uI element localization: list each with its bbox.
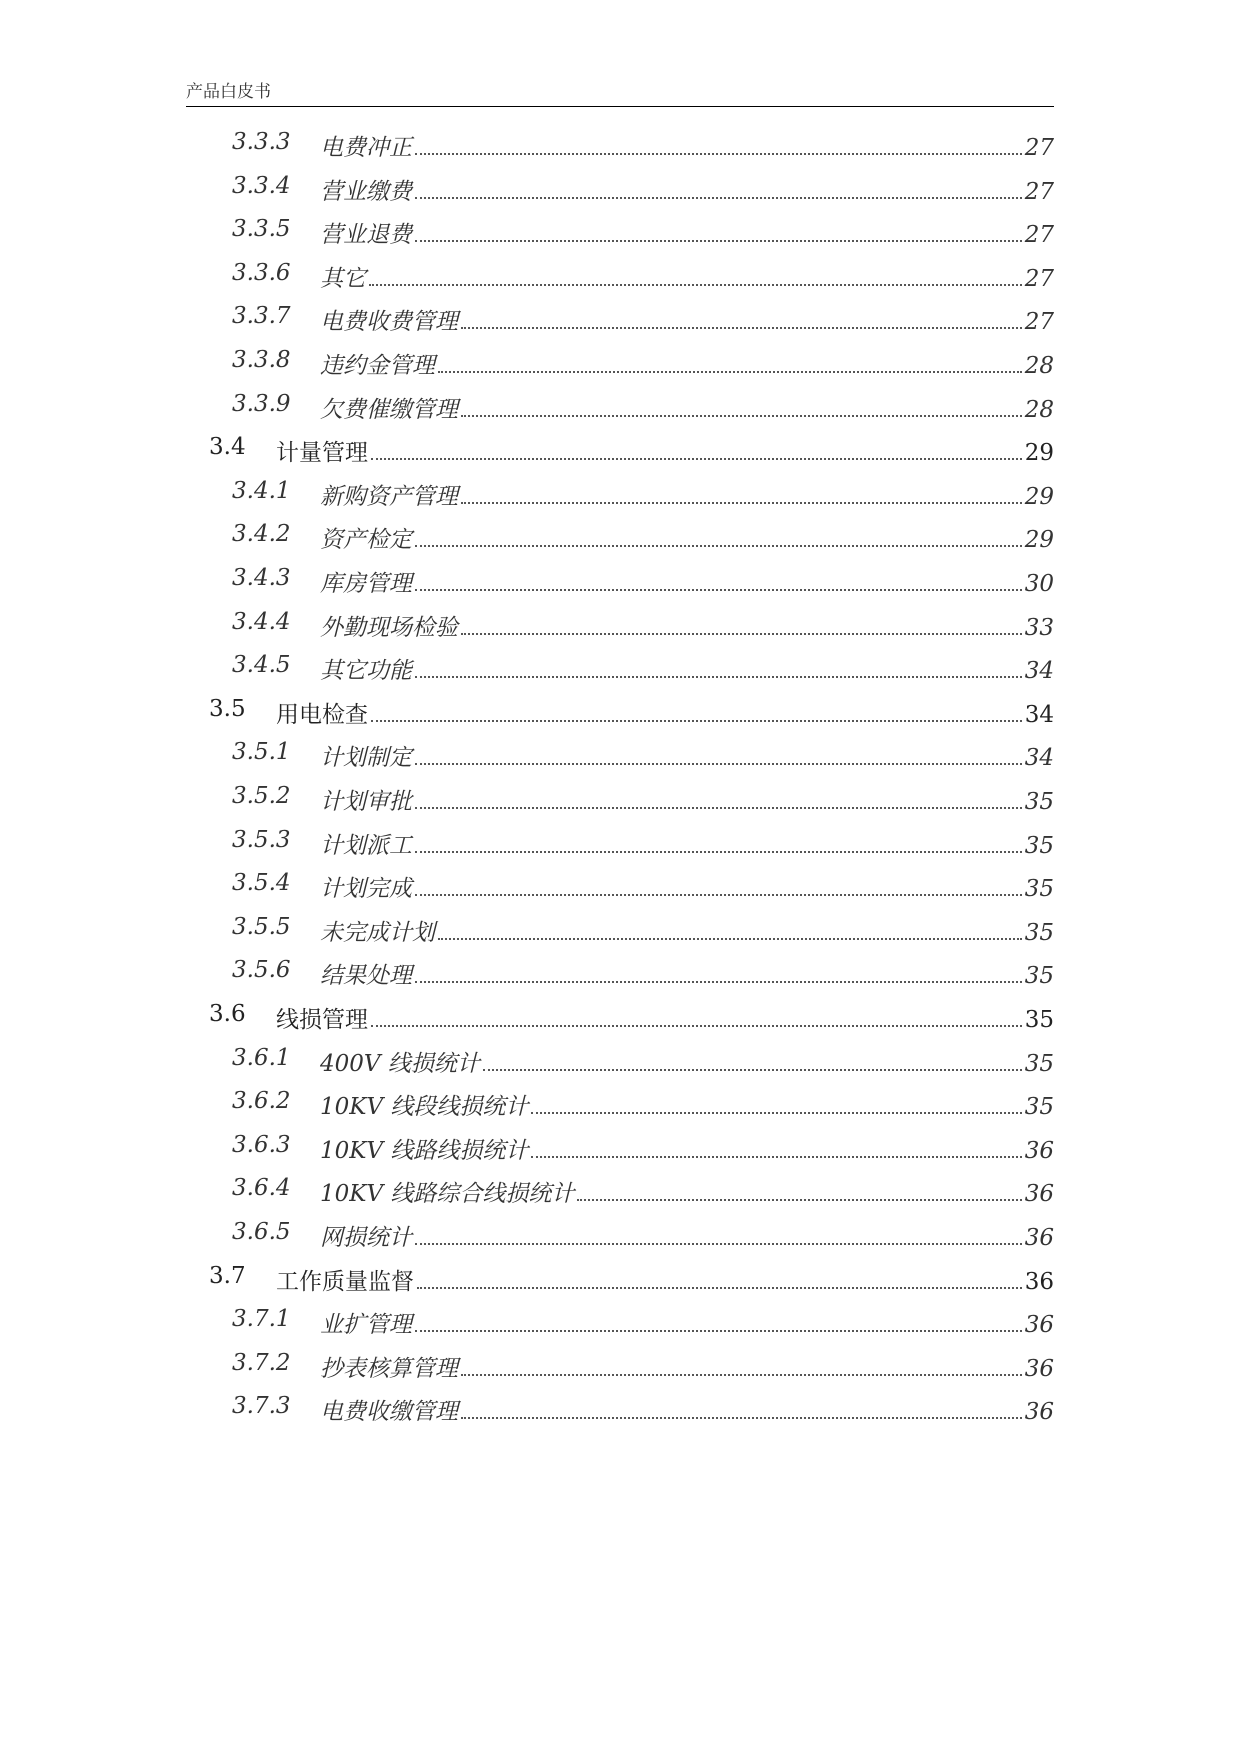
toc-entry-number: 3.3.5 [232, 216, 291, 243]
dot-leader [415, 197, 1022, 199]
toc-entry-number: 3.6.4 [232, 1175, 291, 1202]
toc-entry-title: 违约金管理 [320, 353, 435, 379]
document-title: 产品白皮书 [186, 82, 271, 102]
toc-entry[interactable] [0, 816, 1241, 865]
dot-leader [415, 807, 1022, 809]
toc-entry-line [320, 1045, 1054, 1078]
toc-entry-title: 结果处理 [320, 963, 412, 990]
toc-entry-line [276, 696, 1054, 729]
toc-entry-title: 其它功能 [320, 658, 412, 685]
dot-leader [415, 1330, 1022, 1332]
toc-entry-title: 400V 线损统计 [320, 1050, 480, 1077]
toc-entry[interactable] [0, 1295, 1241, 1344]
toc-entry-page: 35 [1024, 1050, 1054, 1077]
toc-entry-title: 资产检定 [320, 527, 412, 554]
toc-entry-number: 3.4.1 [232, 477, 291, 504]
toc-entry-number: 3.6.2 [232, 1088, 291, 1115]
toc-entry-title: 营业退费 [320, 222, 412, 249]
toc-entry[interactable] [0, 510, 1241, 559]
toc-entry-title: 电费收缴管理 [320, 1399, 458, 1426]
toc-entry[interactable] [0, 249, 1241, 298]
toc-entry-number: 3.5.6 [232, 957, 291, 984]
dot-leader [577, 1199, 1021, 1201]
toc-entry-title: 线损管理 [276, 1007, 368, 1033]
toc-entry[interactable] [0, 1382, 1241, 1431]
toc-entry-page: 36 [1024, 1312, 1054, 1339]
toc-entry-title: 其它 [320, 265, 366, 292]
toc-entry-number: 3.4.3 [232, 565, 291, 591]
toc-entry[interactable] [0, 990, 1241, 1039]
toc-entry[interactable] [0, 380, 1241, 429]
toc-entry-page: 35 [1024, 789, 1054, 815]
toc-entry[interactable] [0, 946, 1241, 995]
toc-entry-title: 业扩管理 [320, 1312, 412, 1339]
toc-entry[interactable] [0, 1034, 1241, 1083]
toc-entry-title: 计划制定 [320, 745, 412, 772]
toc-entry-number: 3.6.5 [232, 1219, 291, 1245]
dot-leader [369, 284, 1022, 286]
toc-entry-number: 3.5.5 [232, 913, 291, 940]
toc-entry[interactable] [0, 554, 1241, 603]
toc-entry-title: 用电检查 [276, 701, 368, 728]
toc-entry-page: 34 [1024, 658, 1054, 685]
toc-entry-page: 36 [1024, 1225, 1054, 1251]
toc-entry-line [320, 129, 1054, 162]
toc-entry[interactable] [0, 162, 1241, 211]
dot-leader [438, 371, 1022, 373]
toc-entry-page: 28 [1024, 396, 1054, 423]
dot-leader [438, 938, 1022, 940]
toc-entry-line [320, 391, 1054, 424]
toc-entry-line [320, 303, 1054, 336]
toc-entry-title: 10KV 线路综合线损统计 [320, 1181, 575, 1208]
toc-entry-number: 3.7.1 [232, 1306, 291, 1333]
toc-entry-number: 3.3.7 [232, 303, 291, 330]
toc-entry-page: 33 [1024, 614, 1054, 641]
toc-entry-line [320, 1350, 1054, 1383]
toc-entry[interactable] [0, 903, 1241, 952]
dot-leader [415, 676, 1022, 678]
toc-entry[interactable] [0, 641, 1241, 690]
toc-entry[interactable] [0, 336, 1241, 385]
toc-entry-page: 36 [1024, 1137, 1054, 1164]
dot-leader [415, 153, 1022, 155]
dot-leader [461, 415, 1022, 417]
toc-entry-title: 计划完成 [320, 876, 412, 903]
dot-leader [415, 763, 1022, 765]
toc-entry-page: 36 [1024, 1181, 1054, 1208]
toc-entry-page: 27 [1024, 178, 1054, 205]
toc-entry-number: 3.3.9 [232, 390, 291, 417]
toc-entry-line [320, 652, 1054, 685]
toc-entry-line [320, 1175, 1054, 1208]
toc-entry-number: 3.5.4 [232, 870, 291, 897]
toc-entry-number: 3.5.2 [232, 783, 291, 809]
toc-entry-page: 35 [1024, 1007, 1054, 1033]
toc-entry[interactable] [0, 467, 1241, 516]
toc-entry-title: 电费收费管理 [320, 309, 458, 336]
toc-entry-page: 29 [1024, 527, 1054, 554]
dot-leader [415, 240, 1022, 242]
toc-entry-number: 3.4.2 [232, 521, 291, 548]
toc-entry-number: 3.4.4 [232, 608, 291, 635]
toc-entry-page: 27 [1024, 222, 1054, 249]
dot-leader [417, 1287, 1022, 1289]
toc-entry-line [320, 739, 1054, 772]
toc-entry-number: 3.6.3 [232, 1131, 291, 1158]
toc-entry-title: 计划派工 [320, 832, 412, 859]
toc-entry-title: 网损统计 [320, 1225, 412, 1251]
toc-entry[interactable] [0, 859, 1241, 908]
toc-entry-number: 3.5.3 [232, 826, 291, 853]
toc-entry-line [320, 1306, 1054, 1339]
toc-entry-number: 3.5 [209, 695, 246, 722]
toc-entry[interactable] [0, 292, 1241, 341]
toc-entry[interactable] [0, 118, 1241, 167]
dot-leader [415, 894, 1022, 896]
toc-entry-line [320, 1393, 1054, 1426]
toc-entry-number: 3.6 [209, 1001, 246, 1027]
toc-entry-line [320, 1132, 1054, 1165]
toc-entry-number: 3.4 [209, 434, 246, 461]
toc-entry-page: 29 [1024, 483, 1054, 510]
toc-entry-page: 34 [1024, 745, 1054, 772]
toc-entry-line [276, 1001, 1054, 1034]
toc-entry[interactable] [0, 1121, 1241, 1170]
toc-entry-page: 29 [1024, 440, 1054, 467]
dot-leader [371, 1025, 1022, 1027]
toc-entry-number: 3.3.3 [232, 129, 291, 155]
toc-entry[interactable] [0, 1252, 1241, 1301]
toc-entry-line [320, 565, 1054, 598]
toc-entry-number: 3.6.1 [232, 1044, 291, 1071]
toc-entry-page: 28 [1024, 353, 1054, 379]
toc-entry[interactable] [0, 1164, 1241, 1213]
toc-entry-title: 抄表核算管理 [320, 1355, 458, 1382]
dot-leader [371, 458, 1022, 460]
toc-entry-number: 3.7 [209, 1262, 246, 1289]
dot-leader [461, 1374, 1022, 1376]
toc-entry-page: 30 [1024, 571, 1054, 597]
dot-leader [531, 1156, 1021, 1158]
toc-entry-page: 35 [1024, 876, 1054, 903]
dot-leader [415, 851, 1022, 853]
toc-entry-line [276, 434, 1054, 467]
toc-entry-page: 35 [1024, 919, 1054, 946]
toc-entry-page: 35 [1024, 832, 1054, 859]
toc-entry-page: 35 [1024, 963, 1054, 990]
toc-entry-number: 3.7.3 [232, 1393, 291, 1420]
dot-leader [415, 981, 1022, 983]
toc-entry-line [320, 1088, 1054, 1121]
toc-entry-number: 3.3.4 [232, 172, 291, 199]
dot-leader [483, 1069, 1022, 1071]
toc-entry-page: 36 [1024, 1399, 1054, 1426]
toc-entry-number: 3.3.6 [232, 259, 291, 286]
toc-entry-page: 35 [1024, 1094, 1054, 1121]
toc-entry-title: 未完成计划 [320, 919, 435, 946]
toc-entry-title: 计量管理 [276, 440, 368, 467]
toc-entry-line [276, 1263, 1054, 1296]
toc-entry-number: 3.5.1 [232, 739, 291, 766]
toc-entry[interactable] [0, 728, 1241, 777]
toc-entry-number: 3.4.5 [232, 652, 291, 679]
toc-entry-line [320, 260, 1054, 293]
toc-entry-title: 外勤现场检验 [320, 614, 458, 641]
toc-entry-title: 新购资产管理 [320, 483, 458, 510]
toc-entry-page: 27 [1024, 309, 1054, 336]
toc-entry-title: 计划审批 [320, 789, 412, 815]
toc-entry-line [320, 521, 1054, 554]
toc-entry-number: 3.7.2 [232, 1349, 291, 1376]
dot-leader [461, 1417, 1022, 1419]
toc-entry-line [320, 216, 1054, 249]
toc-entry-line [320, 1219, 1054, 1252]
toc-entry-line [320, 173, 1054, 206]
dot-leader [461, 327, 1022, 329]
toc-entry-line [320, 783, 1054, 816]
toc-entry[interactable] [0, 598, 1241, 647]
toc-entry[interactable] [0, 1077, 1241, 1126]
toc-entry-page: 36 [1024, 1355, 1054, 1382]
toc-entry-line [320, 478, 1054, 511]
toc-entry[interactable] [0, 1339, 1241, 1388]
toc-entry-page: 36 [1024, 1268, 1054, 1295]
toc-entry-number: 3.3.8 [232, 347, 291, 373]
toc-entry-line [320, 827, 1054, 860]
toc-entry[interactable] [0, 1208, 1241, 1257]
toc-entry-title: 10KV 线路线损统计 [320, 1137, 529, 1164]
dot-leader [415, 1243, 1022, 1245]
dot-leader [531, 1112, 1021, 1114]
dot-leader [415, 589, 1022, 591]
dot-leader [371, 720, 1022, 722]
toc-entry-title: 电费冲正 [320, 135, 412, 161]
toc-entry[interactable] [0, 685, 1241, 734]
toc-entry-page: 27 [1024, 135, 1054, 161]
toc-entry-title: 库房管理 [320, 571, 412, 597]
page-header [186, 76, 1054, 107]
toc-entry-page: 34 [1024, 701, 1054, 728]
toc-entry[interactable] [0, 205, 1241, 254]
toc-entry-line [320, 957, 1054, 990]
dot-leader [415, 545, 1022, 547]
dot-leader [461, 502, 1022, 504]
toc-entry[interactable] [0, 423, 1241, 472]
toc-entry-line [320, 609, 1054, 642]
toc-entry-title: 营业缴费 [320, 178, 412, 205]
toc-entry-line [320, 914, 1054, 947]
toc-entry-page: 27 [1024, 265, 1054, 292]
toc-entry-line [320, 870, 1054, 903]
toc-entry-line [320, 347, 1054, 380]
toc-entry-title: 10KV 线段线损统计 [320, 1094, 529, 1121]
toc-entry[interactable] [0, 772, 1241, 821]
toc-entry-title: 工作质量监督 [276, 1268, 414, 1295]
toc-entry-title: 欠费催缴管理 [320, 396, 458, 423]
dot-leader [461, 633, 1022, 635]
